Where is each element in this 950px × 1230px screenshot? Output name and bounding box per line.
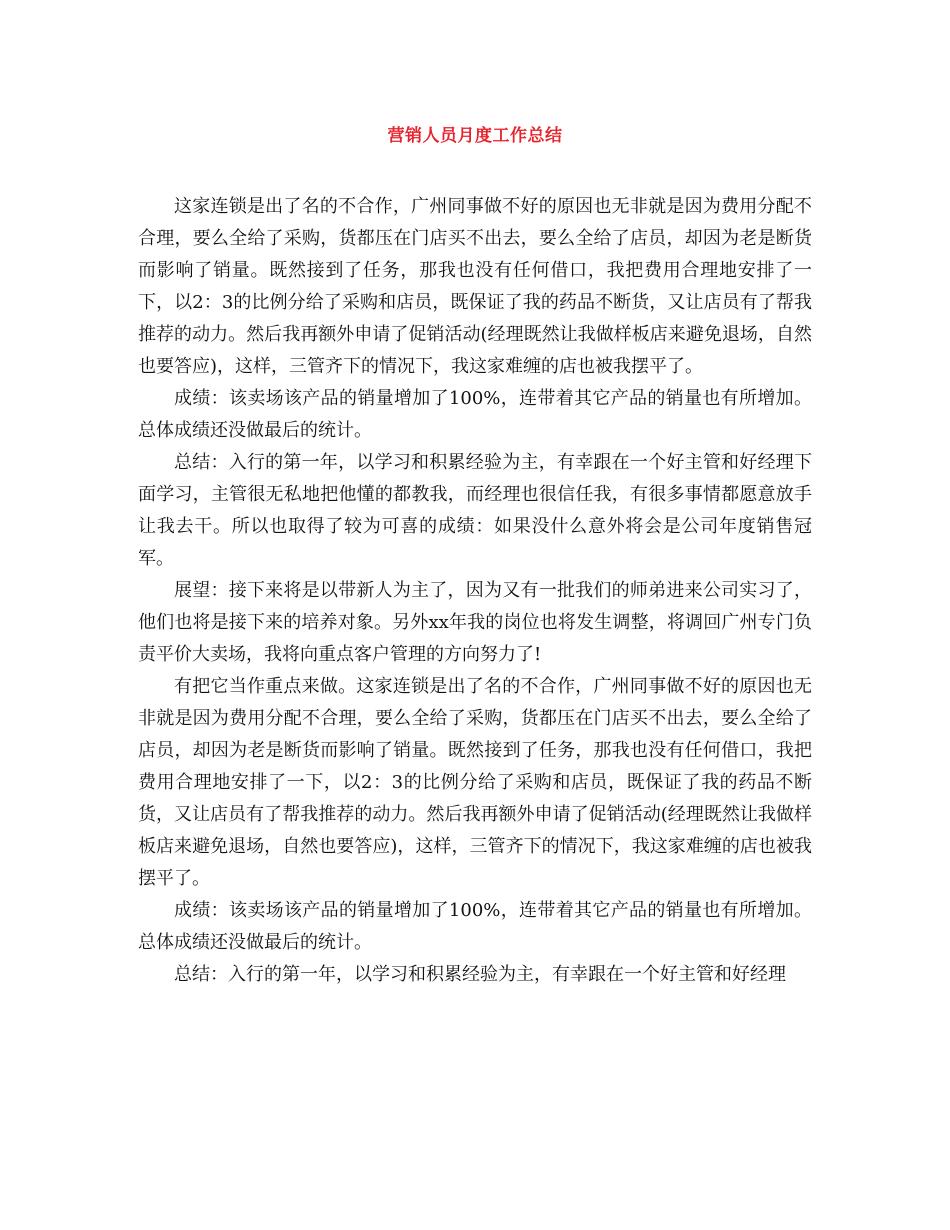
body-paragraph: 成绩：该卖场该产品的销量增加了100%，连带着其它产品的销量也有所增加。总体成绩还没做最后的统计。 bbox=[138, 900, 812, 953]
body-paragraph: 总结：入行的第一年，以学习和积累经验为主，有幸跟在一个好主管和好经理下面学习，主管很无私地把他懂的都教我，而经理也很信任我，有很多事情都愿意放手让我去干。所以也取得了较为可喜的成绩：如果没什么意外将会是公司年度销售冠军。 bbox=[138, 452, 812, 569]
body-paragraph: 这家连锁是出了名的不合作，广州同事做不好的原因也无非就是因为费用分配不合理，要么全给了采购，货都压在门店买不出去，要么全给了店员，却因为老是断货而影响了销量。既然接到了任务，那我也没有任何借口，我把费用合理地安排了一下，以2：3的比例分给了采购和店员，既保证了我的药品不断货，又让店员有了帮我推荐的动力。然后我再额外申请了促销活动(经理既然让我做样板店来避免退场，自然也要答应)，这样，三管齐下的情况下，我这家难缠的店也被我摆平了。 bbox=[138, 196, 812, 377]
body-paragraph: 展望：接下来将是以带新人为主了，因为又有一批我们的师弟进来公司实习了，他们也将是接下来的培养对象。另外xx年我的岗位也将发生调整，将调回广州专门负责平价大卖场，我将向重点客户管理的方向努力了! bbox=[138, 580, 812, 665]
body-paragraph: 成绩：该卖场该产品的销量增加了100%，连带着其它产品的销量也有所增加。总体成绩还没做最后的统计。 bbox=[138, 388, 812, 441]
body-paragraph: 有把它当作重点来做。这家连锁是出了名的不合作，广州同事做不好的原因也无非就是因为费用分配不合理，要么全给了采购，货都压在门店买不出去，要么全给了店员，却因为老是断货而影响了销量。既然接到了任务，那我也没有任何借口，我把费用合理地安排了一下，以2：3的比例分给了采购和店员，既保证了我的药品不断货，又让店员有了帮我推荐的动力。然后我再额外申请了促销活动(经理既然让我做样板店来避免退场，自然也要答应)，这样，三管齐下的情况下，我这家难缠的店也被我摆平了。 bbox=[138, 676, 812, 889]
document-title: 营销人员月度工作总结 bbox=[387, 126, 563, 146]
document-body bbox=[138, 191, 812, 991]
body-paragraph: 总结：入行的第一年，以学习和积累经验为主，有幸跟在一个好主管和好经理 bbox=[174, 964, 786, 985]
